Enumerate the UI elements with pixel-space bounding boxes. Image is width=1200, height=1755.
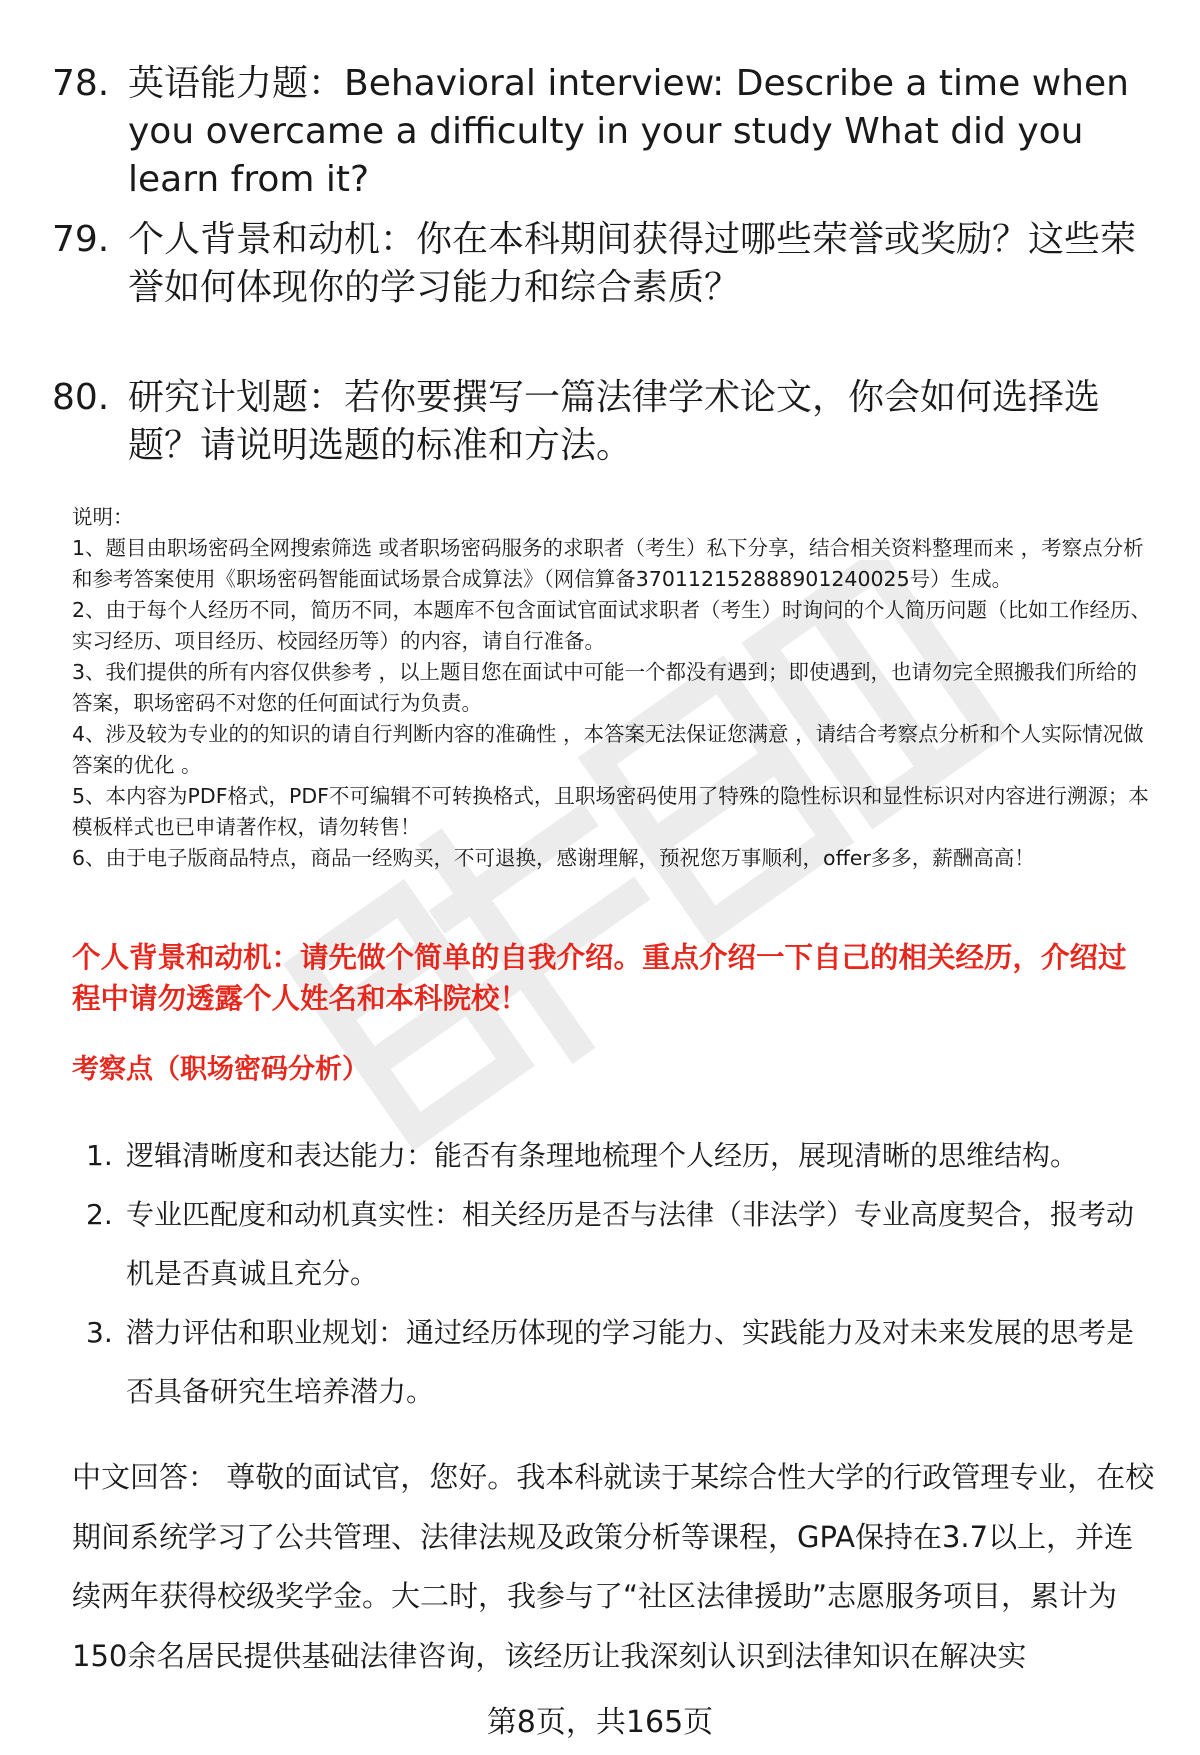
question-number: 79. [52, 219, 110, 260]
question-78 [52, 60, 1142, 204]
notes-section [72, 502, 1152, 874]
note-item: 3、我们提供的所有内容仅供参考 ，以上题目您在面试中可能一个都没有遇到；即使遇到，也请勿完全照搬我们所给的答案，职场密码不对您的任何面试行为负责。 [72, 660, 1138, 715]
page-footer: 第8页，共165页 [486, 1705, 714, 1740]
question-80 [52, 374, 1142, 470]
featured-question: 个人背景和动机：请先做个简单的自我介绍。重点介绍一下自己的相关经历，介绍过程中请勿透露个人姓名和本科院校！ [72, 941, 1127, 1015]
analysis-points [72, 1126, 1152, 1421]
point-number: 1. [86, 1139, 113, 1172]
question-text: 个人背景和动机：你在本科期间获得过哪些荣誉或奖励？这些荣誉如何体现你的学习能力和综合素质？ [128, 219, 1137, 308]
point-number: 3. [86, 1316, 113, 1349]
question-79 [52, 216, 1142, 312]
point-text: 逻辑清晰度和表达能力：能否有条理地梳理个人经历，展现清晰的思维结构。 [126, 1139, 1079, 1172]
question-text: 研究计划题：若你要撰写一篇法律学术论文，你会如何选择选题？请说明选题的标准和方法。 [128, 377, 1101, 466]
analysis-point [72, 1303, 1152, 1421]
analysis-point [72, 1126, 1152, 1185]
point-text: 专业匹配度和动机真实性：相关经历是否与法律（非法学）专业高度契合，报考动机是否真诚且充分。 [126, 1198, 1135, 1290]
note-item: 5、本内容为PDF格式，PDF不可编辑不可转换格式，且职场密码使用了特殊的隐性标识和显性标识对内容进行溯源；本模板样式也已申请著作权，请勿转售！ [72, 784, 1149, 839]
note-item: 2、由于每个人经历不同，简历不同，本题库不包含面试官面试求职者（考生）时询问的个人简历问题（比如工作经历、实习经历、项目经历、校园经历等）的内容，请自行准备。 [72, 598, 1152, 653]
note-item: 4、涉及较为专业的的知识的请自行判断内容的准确性 ，本答案无法保证您满意 ，请结合考察点分析和个人实际情况做答案的优化 。 [72, 722, 1144, 777]
note-item: 6、由于电子版商品特点，商品一经购买，不可退换，感谢理解，预祝您万事顺利，offer多多，薪酬高高！ [72, 846, 1035, 870]
question-number: 80. [52, 377, 110, 418]
point-number: 2. [86, 1198, 113, 1231]
question-number: 78. [52, 63, 110, 104]
notes-title: 说明： [72, 505, 134, 529]
point-text: 潜力评估和职业规划：通过经历体现的学习能力、实践能力及对未来发展的思考是否具备研究生培养潜力。 [126, 1316, 1135, 1408]
analysis-title: 考察点（职场密码分析） [72, 1054, 369, 1085]
chinese-answer: 中文回答： 尊敬的面试官，您好。我本科就读于某综合性大学的行政管理专业，在校期间系统学习了公共管理、法律法规及政策分析等课程，GPA保持在3.7以上，并连续两年获得校级奖学金。大二时，我参与了“社区法律援助”志愿服务项目，累计为150余名居民提供基础法律咨询，该经历让我深刻认识到法律知识在解决实 [72, 1460, 1155, 1673]
analysis-point [72, 1185, 1152, 1303]
note-item: 1、题目由职场密码全网搜索筛选 或者职场密码服务的求职者（考生）私下分享，结合相关资料整理而来 ，考察点分析和参考答案使用《职场密码智能面试场景合成算法》（网信算备370112152888901240025号）生成。 [72, 536, 1144, 591]
question-text: 英语能力题：Behavioral interview: Describe a time when you overcame a difficulty in your study What did you learn from it? [128, 63, 1129, 200]
